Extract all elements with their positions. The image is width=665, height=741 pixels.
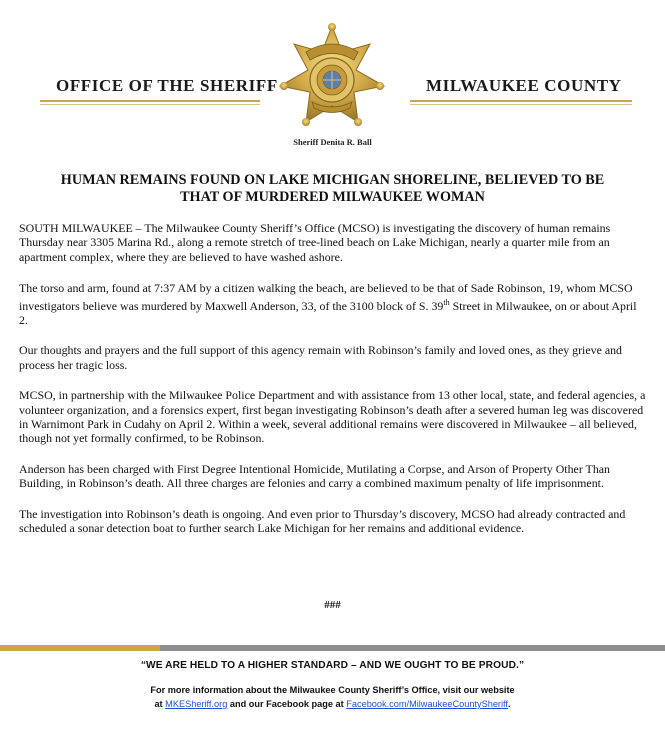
contact-info-at: at (154, 699, 166, 709)
header-rule-right (410, 100, 632, 102)
contact-info-mid: and our Facebook page at (227, 699, 347, 709)
paragraph-2-text-a: The torso and arm, found at 7:37 AM by a citizen walking the beach, are believed to be that of Sade Robinson, 19, whom MCSO investigators believe was murdered by Maxwell Anderson, 33, of the 3100 block of S. 39 (19, 281, 633, 313)
paragraph-2 (19, 281, 647, 327)
paragraph-1: SOUTH MILWAUKEE – The Milwaukee County Sheriff’s Office (MCSO) is investigating the discovery of human remains Thursday near 3305 Marina Rd., along a remote stretch of tree-lined beach on Lake Michigan, nearly a quarter mile from an apartment complex, where they are believed to have washed ashore. (19, 221, 611, 264)
paragraph-3: Our thoughts and prayers and the full support of this agency remain with Robinson’s family and loved ones, as they grieve and process her tragic loss. (19, 343, 622, 372)
letterhead (0, 0, 665, 165)
motto: “WE ARE HELD TO A HIGHER STANDARD – AND WE OUGHT TO BE PROUD.” (140, 660, 525, 671)
footer-divider-gold (0, 645, 160, 651)
paragraph-6: The investigation into Robinson’s death is ongoing. And even prior to Thursday’s discovery, MCSO had already contracted and scheduled a sonar detection boat to further search Lake Michigan for her remains and additional evidence. (19, 506, 626, 536)
end-mark: ### (324, 599, 341, 611)
sheriff-name: Sheriff Denita R. Ball (293, 137, 372, 147)
contact-info-line-1: For more information about the Milwaukee County Sheriff’s Office, visit our website (150, 685, 515, 695)
header-rule-left (40, 100, 260, 102)
contact-info-end: . (507, 699, 511, 709)
footer-divider-gray (160, 645, 665, 651)
sheriff-star-badge-icon (272, 22, 392, 134)
contact-info-line-2 (0, 697, 665, 711)
press-release-body (19, 221, 647, 551)
paragraph-2-superscript: th (443, 297, 450, 307)
paragraph-5: Anderson has been charged with First Degree Intentional Homicide, Mutilating a Corpse, and Arson of Property Other Than Building, in Robinson’s death. All three charges are felonies and carry a combined maximum penalty of life imprisonment. (19, 461, 610, 491)
facebook-link[interactable]: Facebook.com/MilwaukeeCountySheriff (346, 699, 508, 709)
header-rule-left-thin (40, 104, 260, 105)
paragraph-2-text-b: Street in Milwaukee, on or about April 2. (19, 298, 637, 327)
press-release-headline (40, 172, 625, 206)
header-rule-right-thin (410, 104, 632, 105)
milwaukee-county-title: MILWAUKEE COUNTY (426, 76, 622, 95)
paragraph-4: MCSO, in partnership with the Milwaukee Police Department and with assistance from 13 other local, state, and federal agencies, a volunteer organization, and a forensics expert, first began investigating Robinson’s death after a severed human leg was discovered in Warnimont Park in Cudahy on April 2. Within a week, several additional remains were discovered in Milwaukee – all believed, though not yet formally confirmed, to be Robinson. (19, 388, 646, 446)
website-link[interactable]: MKESheriff.org (165, 699, 228, 709)
office-of-the-sheriff-title: OFFICE OF THE SHERIFF (56, 76, 278, 95)
headline-line-1: HUMAN REMAINS FOUND ON LAKE MICHIGAN SHORELINE, BELIEVED TO BE (60, 172, 605, 188)
contact-info (0, 683, 665, 711)
footer-divider (0, 645, 665, 651)
headline-line-2: THAT OF MURDERED MILWAUKEE WOMAN (180, 189, 485, 205)
